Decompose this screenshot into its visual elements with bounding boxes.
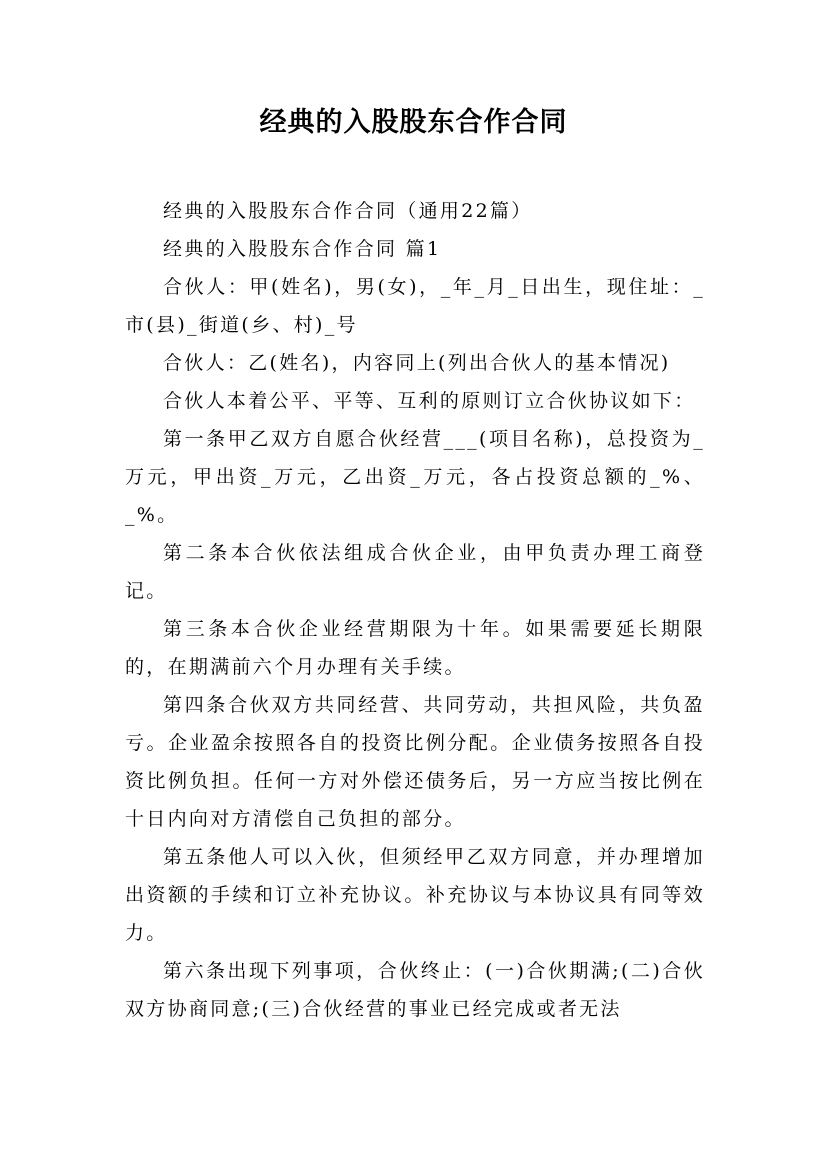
paragraph-partner-a: 合伙人：甲(姓名)，男(女)，_年_月_日出生，现住址：_市(县)_街道(乡、村)_号	[125, 276, 705, 336]
paragraph-section-heading: 经典的入股股东合作合同 篇1	[163, 238, 442, 260]
paragraph-article-3: 第三条本合伙企业经营期限为十年。如果需要延长期限的，在期满前六个月办理有关手续。	[125, 618, 705, 678]
paragraph-article-1: 第一条甲乙双方自愿合伙经营___(项目名称)，总投资为_万元，甲出资_万元，乙出资_万元，各占投资总额的_%、_%。	[125, 428, 705, 526]
paragraph-article-6: 第六条出现下列事项，合伙终止：(一)合伙期满;(二)合伙双方协商同意;(三)合伙经营的事业已经完成或者无法	[125, 960, 705, 1020]
document-body	[125, 192, 705, 1028]
paragraph-article-2: 第二条本合伙依法组成合伙企业，由甲负责办理工商登记。	[125, 542, 705, 602]
paragraph-preamble: 合伙人本着公平、平等、互利的原则订立合伙协议如下：	[163, 390, 696, 412]
paragraph-partner-b: 合伙人：乙(姓名)，内容同上(列出合伙人的基本情况)	[163, 352, 671, 374]
paragraph-subtitle: 经典的入股股东合作合同（通用22篇）	[163, 200, 533, 222]
paragraph-article-5: 第五条他人可以入伙，但须经甲乙双方同意，并办理增加出资额的手续和订立补充协议。补充协议与本协议具有同等效力。	[125, 846, 705, 944]
paragraph-article-4: 第四条合伙双方共同经营、共同劳动，共担风险，共负盈亏。企业盈余按照各自的投资比例分配。企业债务按照各自投资比例负担。任何一方对外偿还债务后，另一方应当按比例在十日内向对方清偿自己负担的部分。	[125, 694, 705, 830]
document-title: 经典的入股股东合作合同	[259, 107, 568, 138]
